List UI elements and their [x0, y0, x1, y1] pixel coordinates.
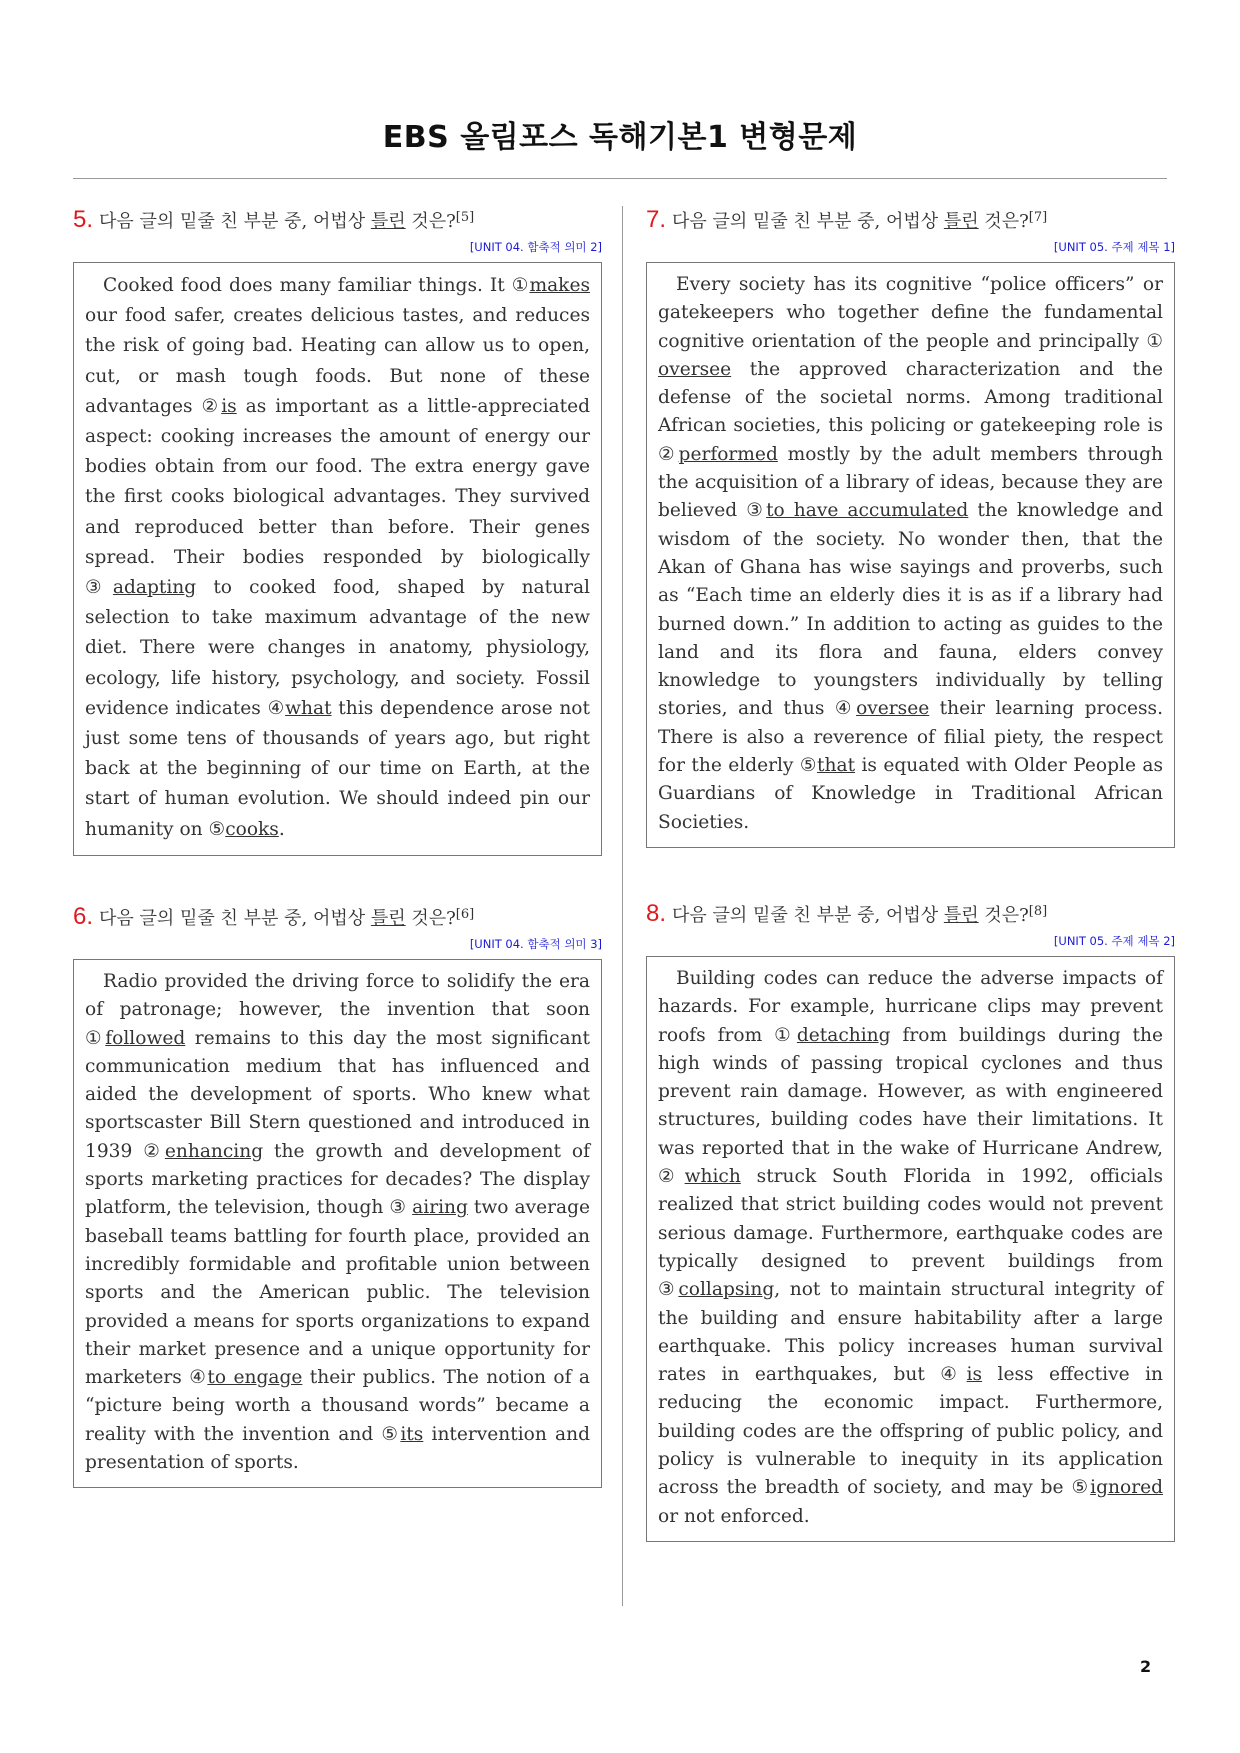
question-prompt: 다음 글의 밑줄 친 부분 중, 어법상 — [99, 211, 371, 232]
question-8 — [646, 897, 1175, 1542]
page-title: EBS 올림포스 독해기본1 변형문제 — [382, 120, 858, 155]
passage-box — [646, 262, 1175, 848]
question-header — [646, 897, 1175, 927]
passage-text: the growth and development of sports marketing practices for decades? The display platform, the television, though ③ — [85, 1140, 590, 1219]
passage-box — [646, 956, 1175, 1542]
underlined-option: performed — [678, 443, 778, 465]
passage-text: is equated with Older People as Guardians of Knowledge in Traditional African Societies. — [658, 755, 1164, 833]
question-number: 7. — [646, 206, 667, 233]
passage-text: this dependence arose not just some tens of thousands of years ago, but right back at the beginning of our time on Earth, at the start of human evolution. We should indeed pin our humanity on ⑤ — [85, 697, 590, 840]
question-5 — [73, 203, 602, 856]
question-number: 5. — [73, 206, 94, 233]
question-header — [73, 900, 602, 930]
question-prompt: 다음 글의 밑줄 친 부분 중, 어법상 — [672, 905, 944, 926]
question-header — [73, 203, 602, 233]
title-divider — [73, 178, 1167, 179]
underlined-option: its — [400, 1423, 424, 1445]
underlined-option: that — [817, 755, 856, 777]
prompt-emphasis: 틀린 — [943, 211, 979, 232]
question-prompt: 다음 글의 밑줄 친 부분 중, 어법상 — [672, 211, 944, 232]
underlined-option: enhancing — [164, 1140, 264, 1162]
question-ref: [8] — [1028, 904, 1048, 919]
question-ref: [6] — [455, 907, 475, 922]
underlined-option: collapsing — [678, 1279, 775, 1301]
question-ref: [5] — [455, 210, 475, 225]
passage-text: Cooked food does many familiar things. It ① — [103, 275, 530, 296]
passage-text: the knowledge and wisdom of the society. No wonder then, that the Akan of Ghana has wise sayings and proverbs, such as “Each time an elderly dies it is as if a library had burned down.” In addition to acting as guides to the land and its flora and fauna, elders convey knowledge to youngsters individually by telling stories, and thus ④ — [658, 500, 1163, 720]
question-prompt-end: 것은? — [405, 908, 456, 929]
underlined-option: is — [966, 1364, 983, 1386]
passage-text: from buildings during the high winds of passing tropical cyclones and thus prevent rain damage. However, as with engineered structures, building codes have their limitations. It was reported that in the wake of Hurricane Andrew, ② — [658, 1024, 1163, 1188]
unit-source: [UNIT 05. 주제 제목 2] — [1053, 934, 1175, 948]
passage-text: two average baseball teams battling for fourth place, provided an incredibly formidable and profitable union between sports and the American public. The television provided a means for sports organizations to expand their market presence and a unique opportunity for marketers ④ — [85, 1197, 590, 1389]
question-prompt-end: 것은? — [978, 905, 1029, 926]
passage-box — [73, 959, 602, 1488]
underlined-option: oversee — [658, 358, 732, 380]
passage-box — [73, 262, 602, 856]
underlined-option: detaching — [796, 1024, 891, 1046]
prompt-emphasis: 틀린 — [370, 211, 406, 232]
passage-text: to cooked food, shaped by natural selection to take maximum advantage of the new diet. There were changes in anatomy, physiology, ecology, life history, psychology, and society. Fossil evidence indicates ④ — [85, 577, 591, 719]
passage-text: our food safer, creates delicious tastes, and reduces the risk of going bad. Heating can allow us to open, cut, or mash tough foods. But none of these advantages ② — [85, 305, 590, 417]
passage-text: as important as a little-appreciated aspect: cooking increases the amount of energy our bodies obtain from our food. The extra energy gave the first cooks biological advantages. They survived and reproduced better than before. Their genes spread. Their bodies responded by biologically ③ — [85, 395, 590, 599]
question-number: 6. — [73, 903, 94, 930]
question-prompt-end: 것은? — [978, 211, 1029, 232]
passage-text: Every society has its cognitive “police officers” or gatekeepers who together define the fundamental cognitive orientation of the people and principally ① — [658, 274, 1163, 352]
unit-source: [UNIT 05. 주제 제목 1] — [1053, 240, 1175, 254]
passage-text: or not enforced. — [658, 1505, 810, 1527]
prompt-emphasis: 틀린 — [943, 905, 979, 926]
question-7 — [646, 203, 1175, 848]
underlined-option: to engage — [207, 1367, 303, 1389]
passage-text: Radio provided the driving force to solidify the era of patronage; however, the invention that soon ① — [85, 971, 590, 1049]
question-ref: [7] — [1028, 210, 1048, 225]
passage-text: intervention and presentation of sports. — [85, 1423, 590, 1474]
underlined-option: oversee — [856, 698, 930, 720]
passage-text: the approved characterization and the defense of the societal norms. Among traditional African societies, this policing or gatekeeping role is ② — [658, 358, 1163, 465]
passage-text: their publics. The notion of a “picture being worth a thousand words” became a reality with the invention and ⑤ — [85, 1367, 590, 1445]
underlined-option: followed — [105, 1027, 186, 1049]
question-prompt: 다음 글의 밑줄 친 부분 중, 어법상 — [99, 908, 371, 929]
passage-text: remains to this day the most significant communication medium that has influenced and aided the development of sports. Who knew what sportscaster Bill Stern questioned and introduced in 1939 ② — [85, 1027, 590, 1162]
unit-source: [UNIT 04. 함축적 의미 2] — [469, 240, 602, 254]
passage-text: less effective in reducing the economic impact. Furthermore, building codes are the offspring of public policy, and policy is vulnerable to inequity in its application across the breadth of society, and may be ⑤ — [658, 1364, 1164, 1499]
underlined-option: is — [221, 395, 237, 417]
underlined-option: what — [285, 697, 332, 719]
underlined-option: which — [684, 1166, 741, 1188]
question-6 — [73, 900, 602, 1488]
question-number: 8. — [646, 900, 667, 927]
passage-text: their learning process. There is also a reverence of filial piety, the respect for the elderly ⑤ — [658, 698, 1164, 777]
page-number: 2 — [1140, 1657, 1152, 1676]
prompt-emphasis: 틀린 — [370, 908, 406, 929]
passage-text: Building codes can reduce the adverse impacts of hazards. For example, hurricane clips may prevent roofs from ① — [658, 968, 1163, 1046]
underlined-option: ignored — [1090, 1477, 1163, 1499]
unit-source: [UNIT 04. 함축적 의미 3] — [469, 937, 602, 951]
passage-text: struck South Florida in 1992, officials realized that strict building codes would not prevent serious damage. Furthermore, earthquake codes are typically designed to prevent buildings from ③ — [658, 1166, 1163, 1301]
question-prompt-end: 것은? — [405, 211, 456, 232]
underlined-option: airing — [412, 1197, 468, 1219]
underlined-option: makes — [529, 275, 590, 296]
underlined-option: cooks — [225, 818, 279, 840]
passage-text: , not to maintain structural integrity of the building and ensure habitability after a large earthquake. This policy increases human survival rates in earthquakes, but ④ — [658, 1279, 1163, 1386]
column-divider — [622, 206, 623, 1606]
passage-text: . — [278, 818, 285, 840]
question-header — [646, 203, 1175, 233]
underlined-option: to have accumulated — [766, 500, 969, 522]
underlined-option: adapting — [112, 577, 197, 599]
passage-text: mostly by the adult members through the acquisition of a library of ideas, because they are believed ③ — [658, 443, 1164, 522]
